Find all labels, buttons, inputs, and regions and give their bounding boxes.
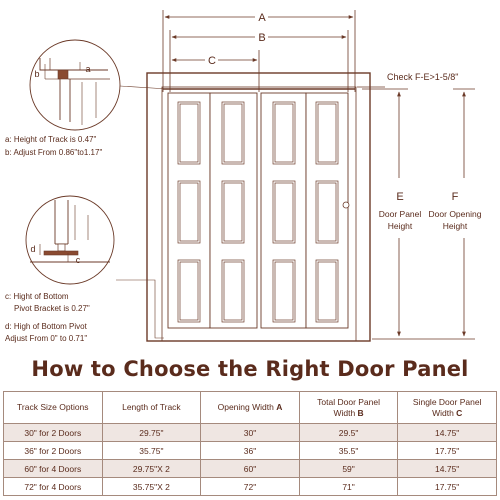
table-cell: 72": [201, 478, 300, 496]
table-cell: 30": [201, 424, 300, 442]
note-bottom-pivot-1: d: High of Bottom Pivot: [5, 322, 87, 331]
door-panels: [168, 93, 349, 328]
table-cell: 35.75": [102, 442, 201, 460]
door-panel-2: [210, 93, 257, 328]
table-cell: 14.75": [398, 460, 497, 478]
door-panel-height-label-1: Door Panel: [378, 209, 422, 219]
note-bottom-bracket-2: Pivot Bracket is 0.27": [14, 304, 90, 313]
table-row: [4, 478, 497, 496]
header-total-panel-width: [299, 392, 398, 424]
note-adjust-range: b: Adjust From 0.86"to1.17": [5, 148, 103, 157]
table-row: [4, 424, 497, 442]
table-cell: 60": [201, 460, 300, 478]
pivot-detail-circle: [26, 196, 164, 338]
table-cell: 29.75"X 2: [102, 460, 201, 478]
header-single-panel-width: [398, 392, 497, 424]
header-track-length: [102, 392, 201, 424]
note-track-height: a: Height of Track is 0.47": [5, 135, 97, 144]
header-text: Single Door Panel Width: [412, 396, 482, 418]
dimension-a-label: A: [258, 12, 266, 24]
note-bottom-bracket-1: c: Hight of Bottom: [5, 292, 69, 301]
table-cell: 29.5": [299, 424, 398, 442]
dimension-f-label: F: [451, 191, 459, 203]
table-cell: 36": [201, 442, 300, 460]
header-track-size: [4, 392, 103, 424]
door-panel-4: [306, 93, 348, 328]
door-opening-height-label-2: Height: [442, 221, 468, 231]
table-cell: 60" for 4 Doors: [4, 460, 103, 478]
table-cell: 72" for 4 Doors: [4, 478, 103, 496]
door-opening-height-label-1: Door Opening: [428, 209, 482, 219]
table-row: [4, 460, 497, 478]
small-b-label: b: [34, 69, 40, 79]
check-note: Check F-E>1-5/8": [387, 72, 459, 82]
header-bold: B: [357, 407, 364, 418]
header-text: Total Door Panel Width: [317, 396, 380, 418]
door-size-table: [3, 391, 497, 496]
header-text: Length of Track: [122, 402, 181, 413]
header-bold: A: [276, 402, 283, 413]
table-cell: 36" for 2 Doors: [4, 442, 103, 460]
table-cell: 35.5": [299, 442, 398, 460]
table-cell: 35.75"X 2: [102, 478, 201, 496]
door-panel-3: [261, 93, 306, 328]
dimension-e: [362, 89, 421, 336]
dimension-c-label: C: [208, 55, 216, 67]
small-c-label: c: [75, 255, 81, 265]
door-knob-icon: [343, 202, 349, 208]
door-panel-height-label-2: Height: [387, 221, 413, 231]
door-panel-1: [168, 93, 210, 328]
small-a-label: a: [85, 64, 91, 74]
table-cell: 29.75": [102, 424, 201, 442]
table-cell: 14.75": [398, 424, 497, 442]
dimension-c: [172, 50, 259, 92]
header-text: Track Size Options: [17, 402, 89, 413]
table-cell: 30" for 2 Doors: [4, 424, 103, 442]
table-cell: 59": [299, 460, 398, 478]
note-bottom-pivot-2: Adjust From 0" to 0.71": [5, 334, 88, 343]
page-title: How to Choose the Right Door Panel: [31, 357, 469, 381]
header-text: Opening Width: [217, 402, 277, 413]
table-cell: 17.75": [398, 442, 497, 460]
small-d-label: d: [30, 244, 36, 254]
dimension-e-label: E: [396, 191, 404, 203]
dimension-b-label: B: [258, 32, 266, 44]
table-row: [4, 442, 497, 460]
header-bold: C: [456, 407, 463, 418]
table-header-row: [4, 392, 497, 424]
table-cell: 17.75": [398, 478, 497, 496]
table-cell: 71": [299, 478, 398, 496]
header-opening-width: [201, 392, 300, 424]
